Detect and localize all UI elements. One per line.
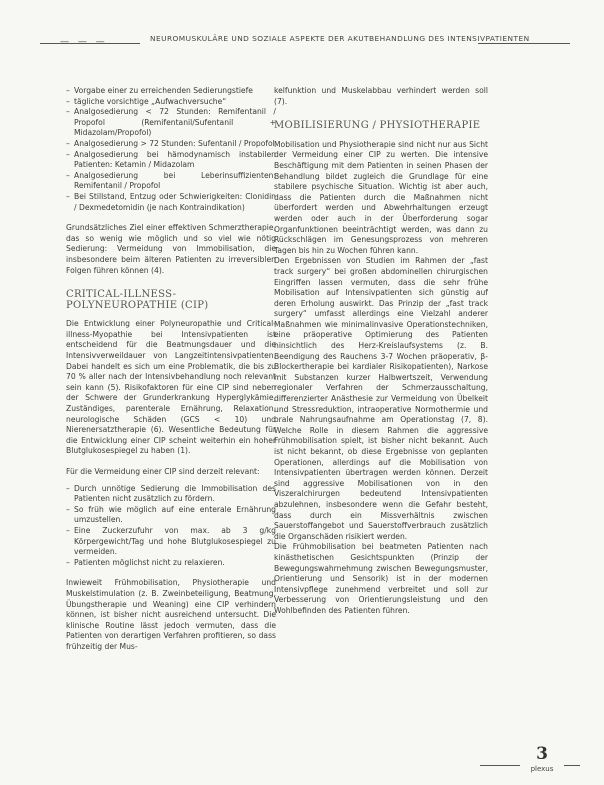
list-item: – Patienten möglichst nicht zu relaxieren. — [74, 558, 276, 569]
paragraph: kelfunktion und Muskelabbau verhindert werden soll (7). — [274, 86, 488, 106]
page-number-box — [520, 746, 564, 773]
list-item: – So früh wie möglich auf eine enterale Ernährung umzustellen. — [74, 505, 276, 526]
section-heading-cip: CRITICAL-ILLNESS-POLYNEUROPATHIE (CIP) — [66, 289, 209, 311]
header-rule-right — [478, 43, 570, 44]
paragraph: Den Ergebnissen von Studien im Rahmen der „fast track surgery“ bei großen abdominellen chirurgischen Eingriffen lassen vermuten, dass die sehr frühe Mobilisation auf Intensivpatienten sich günstig auf deren Erholung auswirkt. Das Prinzip der „fast track surgery“ umfasst allerdings eine Vielzahl anderer Maßnahmen wie minimalinvasive Operationstechniken, eine präoperative Optimierung des Patienten hinsichtlich des Herz-Kreislaufsystems (z. B. Beendigung des Rauchens 3-7 Wochen präoperativ, β-Blockertherapie bei kardialer Risikopatienten), Narkose mit Substanzen kurzer Halbwertszeit, Verwendung regionaler Verfahren der Schmerzausschaltung, differenzierter Anästhesie zur Vermeidung von Übelkeit und Stressreduktion, intraoperative Normothermie und orale Nahrungsaufnahme am Operationstag (7, 8). Welche Rolle in diesem Rahmen die aggressive Frühmobilisation spielt, ist bisher nicht bekannt. Auch ist nicht bekannt, ob diese Ergebnisse von geplanten Operationen, allerdings auf die Mobilisation von Intensivpatienten übertragen werden können. Derzeit sind aggressive Mobilisationen von in den Viszeralchirurgen bedeutend Intensivpatienten abzulehnen, insbesondere wenn die Gefahr besteht, dass durch ein Missverhältnis zwischen Sauerstoffangebot und Sauerstoffverbrauch zusätzlich die Organschäden risikiert werden. — [274, 256, 488, 541]
list-item: – Bei Stillstand, Entzug oder Schwierigkeiten: Clonidin / Dexmedetomidin (je nach Kontraindikation) — [74, 192, 276, 213]
footer-rule-right — [564, 765, 580, 766]
paragraph: Die Entwicklung einer Polyneuropathie und Critical-illness-Myopathie bei Intensivpatienten ist entscheidend für die Beatmungsdauer und die Intensivverweildauer von Langzeitintensivpatienten. Dabei handelt es sich um eine Problematik, die bis zu 70 % aller nach der Intensivbehandlung noch relevant sein kann (5). Risikofaktoren für eine CIP sind neben der Schwere der Grunderkrankung Hyperglykämie, Zuständiges, parenterale Ernährung, Relaxation, neurologische Schäden (GCS < 10) und Nierenersatztherapie (6). Wesentliche Bedeutung für die Entwicklung einer CIP scheint weiterhin ein hoher Blutglukosespiegel zu haben (1). — [66, 319, 276, 456]
list-item: – Analgosedierung < 72 Stunden: Remifentanil / Propofol (Remifentanil/Sufentanil + Midazolam/Propofol) — [74, 107, 276, 139]
cip-prevention-list — [66, 484, 276, 569]
list-item: – Eine Zuckerzufuhr von max. ab 3 g/kg Körpergewicht/Tag und hohe Blutglukosespiegel zu vermeiden. — [74, 526, 276, 558]
running-header: NEUROMUSKULÄRE UND SOZIALE ASPEKTE DER AKUTBEHANDLUNG DES INTENSIVPATIENTEN — [150, 34, 530, 43]
paragraph: Grundsätzliches Ziel einer effektiven Schmerztherapie, das so wenig wie möglich und so viel wie nötig Sedierung: Vermeidung von Immobilisation, die insbesondere beim älteren Patienten zu irreversiblen Folgen führen können (4). — [66, 223, 276, 275]
analgosedation-list — [66, 86, 276, 213]
list-item: – Analgosedierung > 72 Stunden: Sufentanil / Propofol — [74, 139, 276, 150]
list-item: – Vorgabe einer zu erreichenden Sedierungstiefe — [74, 86, 276, 97]
journal-name: plexus — [530, 765, 554, 773]
paragraph: Mobilisation und Physiotherapie sind nicht nur aus Sicht der Vermeidung einer CIP zu werten. Die intensive Beschäftigung mit dem Patienten in seinen Phasen der Behandlung bildet zugleich die Grundlage für eine stabilere psychische Situation. Wichtig ist aber auch, dass die Patienten durch die Maßnahmen nicht überfordert werden und Abwehrhaltungen erzeugt werden oder auch in der Überforderung sogar Organfunktionen beeinträchtigt werden, was dann zu Rückschlägen im Genesungsprozess von mehreren Tagen bis hin zu Wochen führen kann. — [274, 139, 488, 255]
list-item: – tägliche vorsichtige „Aufwachversuche“ — [74, 97, 276, 108]
left-column — [66, 86, 276, 653]
header-dashes: — — — — [60, 37, 108, 47]
paragraph: Für die Vermeidung einer CIP sind derzeit relevant: — [66, 467, 260, 476]
paragraph: Die Frühmobilisation bei beatmeten Patienten nach kinästhetischen Gesichtspunkten (Prinzip der Bewegungswahrnehmung zwischen Bewegungsmuster, Orientierung und Sensorik) ist in der modernen Intensivpflege zunehmend verbreitet und soll zur Verbesserung von Orientierungsleistung und den Wohlbefinden des Patienten führen. — [274, 542, 488, 615]
right-column — [274, 86, 488, 617]
list-item: – Durch unnötige Sedierung die Immobilisation des Patienten nicht zusätzlich zu fördern. — [74, 484, 276, 505]
page-number: 3 — [536, 744, 548, 764]
footer-rule-left — [480, 765, 520, 766]
section-heading-mobilisation: MOBILISIERUNG / PHYSIOTHERAPIE — [274, 120, 481, 132]
list-item: – Analgosedierung bei hämodynamisch instabilen Patienten: Ketamin / Midazolam — [74, 150, 276, 171]
paragraph: Inwieweit Frühmobilisation, Physiotherapie und Muskelstimulation (z. B. Zweinbeteiligung, Beatmung, Übungstherapie und Weaning) eine CIP verhindern können, ist bisher nicht ausreichend untersucht. Die klinische Routine lässt jedoch vermuten, dass die Patienten von derartigen Verfahren profitieren, so dass frühzeitig der Mus- — [66, 578, 276, 651]
list-item: – Analgosedierung bei Leberinsuffizienten: Remifentanil / Propofol — [74, 171, 276, 192]
